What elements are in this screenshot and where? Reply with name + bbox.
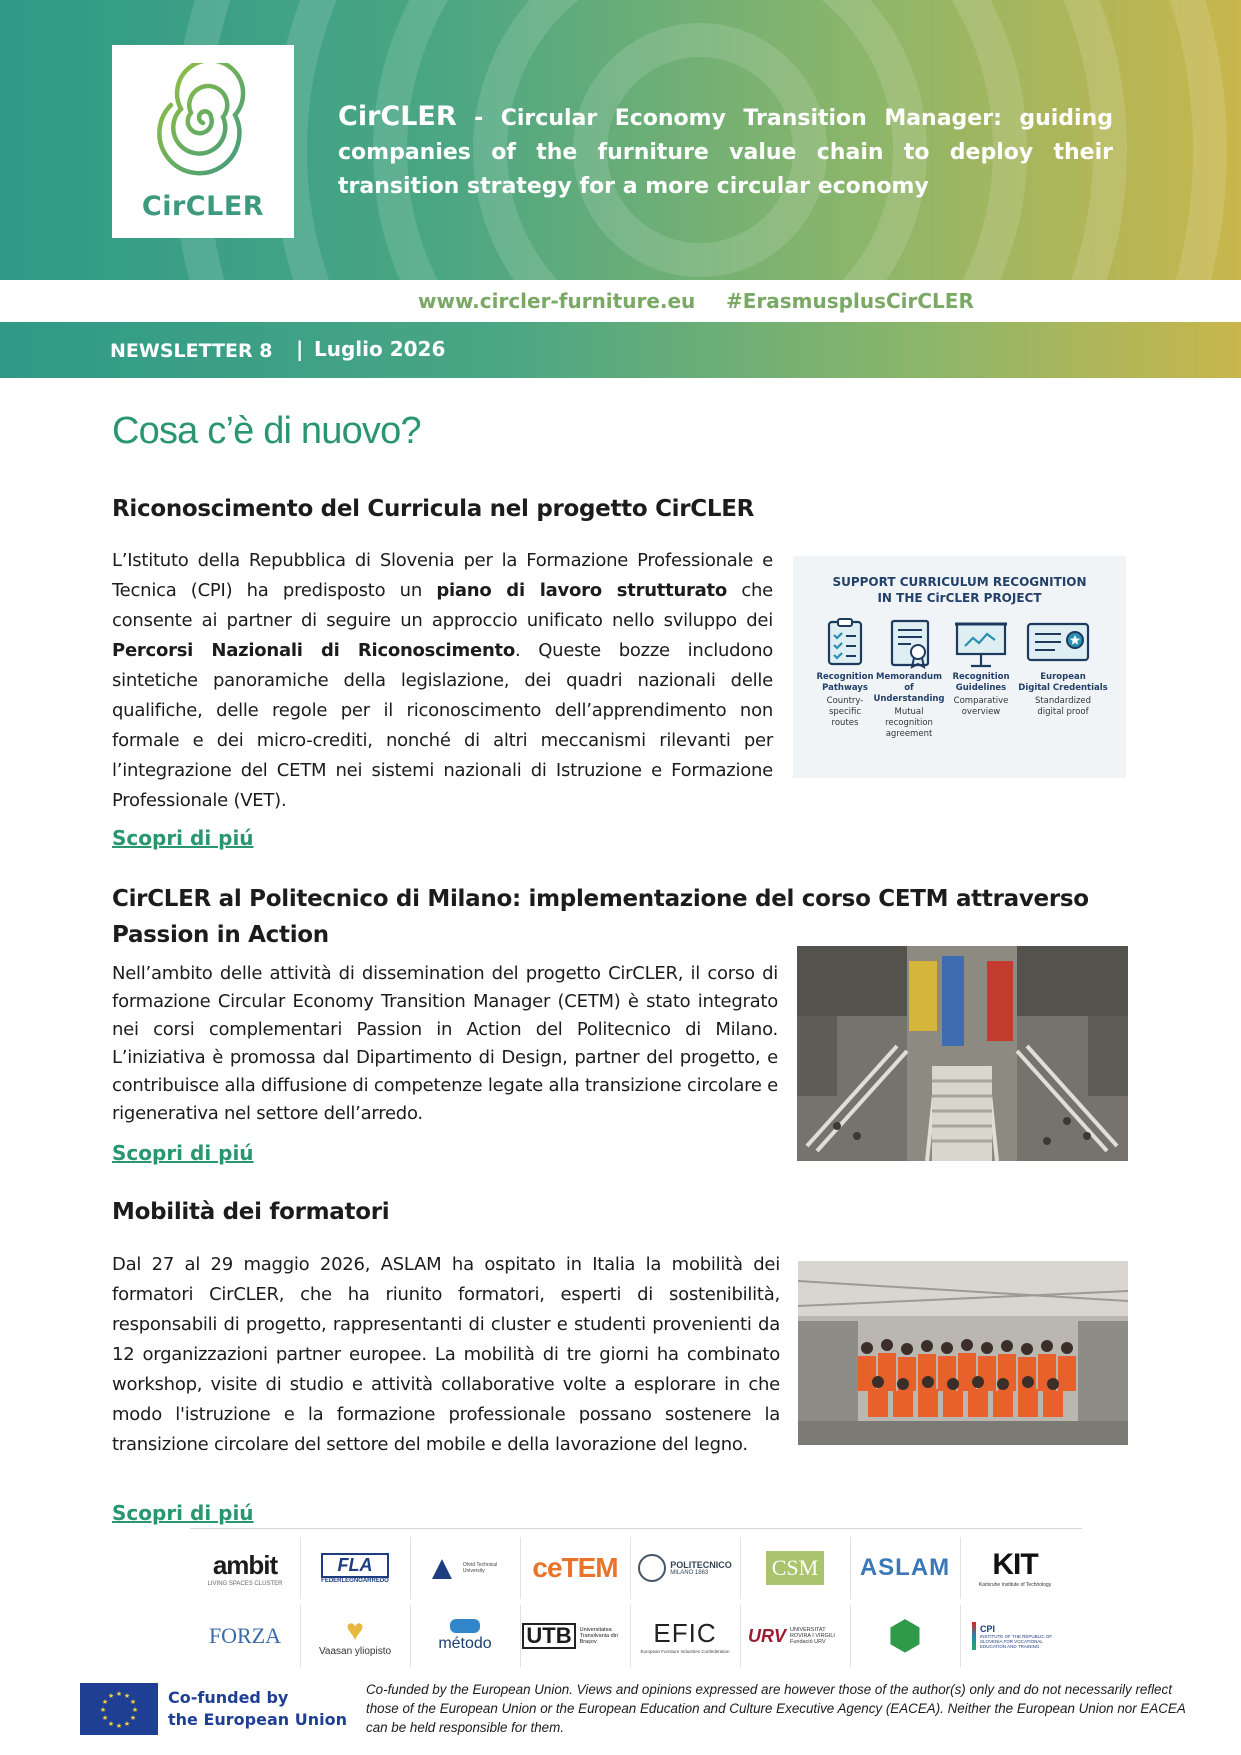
svg-text:★: ★: [101, 1714, 109, 1722]
svg-text:★: ★: [101, 1698, 109, 1706]
partner-sub: Vaasan yliopisto: [318, 1645, 392, 1657]
item-sub: specific: [828, 707, 862, 717]
partner-name: ASLAM: [859, 1554, 951, 1581]
partner-name: ceTEM: [532, 1552, 618, 1583]
item-sub: overview: [961, 707, 1001, 717]
partner-logo-transilvania: [520, 1605, 631, 1667]
circler-logo: [112, 45, 294, 238]
digital-credential-icon: [1025, 618, 1091, 666]
header-brand: CirCLER: [338, 101, 457, 132]
article-3-body: Dal 27 al 29 maggio 2026, ASLAM ha ospitato in Italia la mobilità dei formatori CirCLER, che ha riunito formatori, esperti di sostenibilità, responsabili di progetto, rappresentanti di cluster e studenti provenienti da 12 organizzazioni partner europee. La mobilità di tre giorni ha combinato workshop, visite di studio e attività collaborative volte a esplorare in che modo l'istruzione e la formazione professionale possano sostenere la transizione circolare del settore del mobile e della lavorazione del legno.: [112, 1254, 780, 1455]
infographic-title-line1: SUPPORT CURRICULUM RECOGNITION: [832, 575, 1087, 589]
university-triangle-icon: ▲: [425, 1548, 459, 1587]
eu-stars-icon: [80, 1683, 158, 1735]
item-sub: digital proof: [1037, 707, 1089, 717]
article-2-body: Nell’ambito delle attività di dissemination del progetto CirCLER, il corso di formazione Circular Economy Transition Manager (CETM) è stato integrato nei corsi complementari Passion in Action del Politecnico di Milano. L’iniziativa è promossa dal Dipartimento di Design, partner del progetto, e contribuisce alla diffusione di competenze legate alla transizione circolare e rigenerativa nel settore dell’arredo.: [112, 963, 778, 1124]
partner-name: EFIC: [653, 1618, 717, 1648]
item-sub: recognition: [885, 718, 933, 728]
presentation-board-icon: [953, 618, 1009, 670]
infographic-title: [793, 574, 1126, 606]
item-heading: European: [1040, 672, 1086, 682]
article-1-text-3: . Queste bozze includono sintetiche panoramiche della legislazione, dei quadri nazionali delle qualifiche, delle regole per il riconoscimento dell’apprendimento non formale e dei micro-crediti, nonché di altri meccanismi rilevanti per l’integrazione del CETM nei sistemi nazionali di Istruzione e Formazione Professionale (VET).: [112, 640, 773, 811]
svg-text:★: ★: [115, 1722, 123, 1730]
partner-name: URV: [747, 1625, 786, 1646]
partner-sub: LIVING SPACES CLUSTER: [207, 1580, 283, 1587]
item-heading: Recognition: [952, 672, 1010, 682]
logo-wordmark: CirCLER: [141, 191, 265, 222]
svg-text:★: ★: [131, 1706, 139, 1714]
cofunded-line2: the European Union: [168, 1710, 347, 1729]
metodo-mark-icon: [450, 1619, 480, 1633]
item-sub: Mutual: [894, 707, 924, 717]
partner-logo-cpi: [960, 1605, 1082, 1667]
partner-sub: Ohrid Technical University: [462, 1562, 498, 1574]
partner-name: FLA: [321, 1553, 389, 1578]
item-sub: Standardized: [1034, 696, 1092, 706]
certificate-icon: [887, 618, 935, 670]
item-sub: Country-: [826, 696, 864, 706]
item-heading: Guidelines: [955, 683, 1007, 693]
partner-logo-hafu: [850, 1605, 961, 1667]
item-heading: Pathways: [822, 683, 868, 693]
eu-disclaimer: Co-funded by the European Union. Views and opinions expressed are however those of the author(s) only and do not necessarily reflect those of the European Union or the European Education and Culture Executive Agency (EACEA). Neither the European Union nor EACEA can be held responsible for them.: [366, 1682, 1186, 1735]
hashtag-link[interactable]: #ErasmusplusCirCLER: [726, 289, 974, 313]
partner-sub: FEDERLEGNOARREDO: [321, 1577, 389, 1584]
partner-name: FORZA: [208, 1623, 282, 1648]
item-heading: Memorandum: [876, 672, 942, 682]
article-2-more-link[interactable]: Scopri di piú: [112, 1141, 254, 1165]
partner-logo-ohrid-university: [410, 1537, 521, 1599]
eu-flag-icon: [80, 1683, 158, 1735]
partner-logo-efic: [630, 1605, 741, 1667]
partner-name: ambit: [212, 1549, 278, 1580]
svg-text:★: ★: [115, 1690, 123, 1698]
svg-text:★: ★: [107, 1720, 115, 1728]
group-photo-illustration: [798, 1261, 1128, 1445]
header-banner: [0, 0, 1241, 280]
svg-text:★: ★: [123, 1692, 131, 1700]
newsletter-date: Luglio 2026: [314, 337, 446, 361]
partner-logo-aslam: [850, 1537, 961, 1599]
article-1-text-1: L’Istituto della Repubblica di Slovenia per la Formazione Professionale e Tecnica (CPI) ha predisposto un: [112, 550, 773, 601]
spiral-logo-icon: [148, 63, 258, 178]
hafu-shield-icon: ⬢: [887, 1614, 923, 1658]
infographic-item-guidelines: [941, 672, 1021, 718]
cofunded-label: [168, 1687, 347, 1731]
partner-logos: [190, 1528, 1082, 1671]
partner-logo-ambit: [190, 1537, 301, 1599]
partner-logo-fla: [300, 1537, 411, 1599]
article-2-title-line1: CirCLER al Politecnico di Milano: implementazione del corso CETM attraverso: [112, 886, 1089, 912]
section-title: Cosa c’è di nuovo?: [112, 410, 421, 452]
unitbv-emblem-icon: UTB: [522, 1623, 575, 1649]
partner-name: POLITECNICO: [670, 1560, 732, 1570]
article-1-body: [112, 546, 773, 816]
svg-text:★: ★: [123, 1720, 131, 1728]
partner-logo-kit: [960, 1537, 1070, 1599]
partner-name: CPI: [980, 1623, 996, 1634]
article-3-more-link[interactable]: Scopri di piú: [112, 1501, 254, 1525]
partner-sub: Karlsruhe Institute of Technology: [978, 1582, 1052, 1588]
partner-logo-urv: [740, 1605, 851, 1667]
svg-text:★: ★: [129, 1714, 137, 1722]
cpi-bar-icon: [972, 1622, 976, 1650]
svg-text:★: ★: [129, 1698, 137, 1706]
newsletter-label: NEWSLETTER 8: [110, 340, 273, 362]
partner-logo-cetem: [520, 1537, 631, 1599]
article-1-bold-1: piano di lavoro strutturato: [436, 580, 728, 601]
article-3-title: Mobilità dei formatori: [112, 1199, 390, 1225]
partner-logo-polimi: [630, 1537, 741, 1599]
curriculum-infographic: [793, 556, 1126, 778]
item-heading: Digital Credentials: [1018, 683, 1108, 693]
item-heading: of Understanding: [873, 683, 945, 704]
partner-name: CSM: [766, 1551, 824, 1585]
vaasa-heart-icon: ♥: [346, 1613, 364, 1647]
atrium-photo-illustration: [797, 946, 1128, 1161]
partner-name: método: [438, 1635, 492, 1652]
infographic-item-memorandum: [869, 672, 949, 740]
svg-text:★: ★: [99, 1706, 107, 1714]
website-link[interactable]: www.circler-furniture.eu: [418, 289, 696, 313]
cofunded-line1: Co-funded by: [168, 1688, 289, 1707]
article-2-title: [112, 881, 1089, 953]
article-1-title: Riconoscimento del Curricula nel progetto CirCLER: [112, 496, 755, 522]
item-sub: routes: [831, 718, 859, 728]
article-2-title-line2: Passion in Action: [112, 922, 329, 948]
partner-logo-csm: [740, 1537, 851, 1599]
header-title: [338, 100, 1113, 204]
partner-sub: European Furniture Industries Confederation: [640, 1649, 730, 1654]
newsletter-separator: |: [296, 337, 304, 361]
item-sub: Comparative: [953, 696, 1009, 706]
partner-logo-metodo: [410, 1605, 521, 1667]
partner-sub: UNIVERSITAT ROVIRA I VIRGILI Fundació URV: [790, 1627, 835, 1645]
infographic-title-line2: IN THE CirCLER PROJECT: [877, 591, 1042, 605]
item-heading: Recognition: [816, 672, 874, 682]
polimi-seal-icon: [638, 1554, 666, 1582]
partner-sub: INSTITUTE OF THE REPUBLIC OF SLOVENIA FOR VOCATIONAL EDUCATION AND TRAINING: [980, 1633, 1053, 1649]
svg-text:★: ★: [107, 1692, 115, 1700]
header-dash: -: [456, 106, 501, 131]
partner-sub: MILANO 1863: [670, 1570, 709, 1576]
infographic-item-credentials: [1017, 672, 1109, 718]
partner-sub: Universitatea Transilvania din Brașov: [579, 1627, 618, 1645]
checklist-icon: [823, 618, 867, 668]
partner-logo-forza: [190, 1605, 301, 1667]
trainers-group-photo: [798, 1261, 1128, 1445]
partner-name: KIT: [992, 1548, 1038, 1581]
article-1-bold-2: Percorsi Nazionali di Riconoscimento: [112, 640, 515, 661]
article-1-text-2: che consente ai partner di seguire un approccio unificato nello sviluppo dei: [112, 580, 773, 631]
article-1-more-link[interactable]: Scopri di piú: [112, 826, 254, 850]
partner-logo-vaasa: [300, 1605, 411, 1667]
politecnico-atrium-photo: [797, 946, 1128, 1161]
item-sub: agreement: [885, 729, 933, 739]
header-tagline: Circular Economy Transition Manager: guiding companies of the furniture value chain to deploy their transition strategy for a more circular economy: [338, 106, 1114, 199]
